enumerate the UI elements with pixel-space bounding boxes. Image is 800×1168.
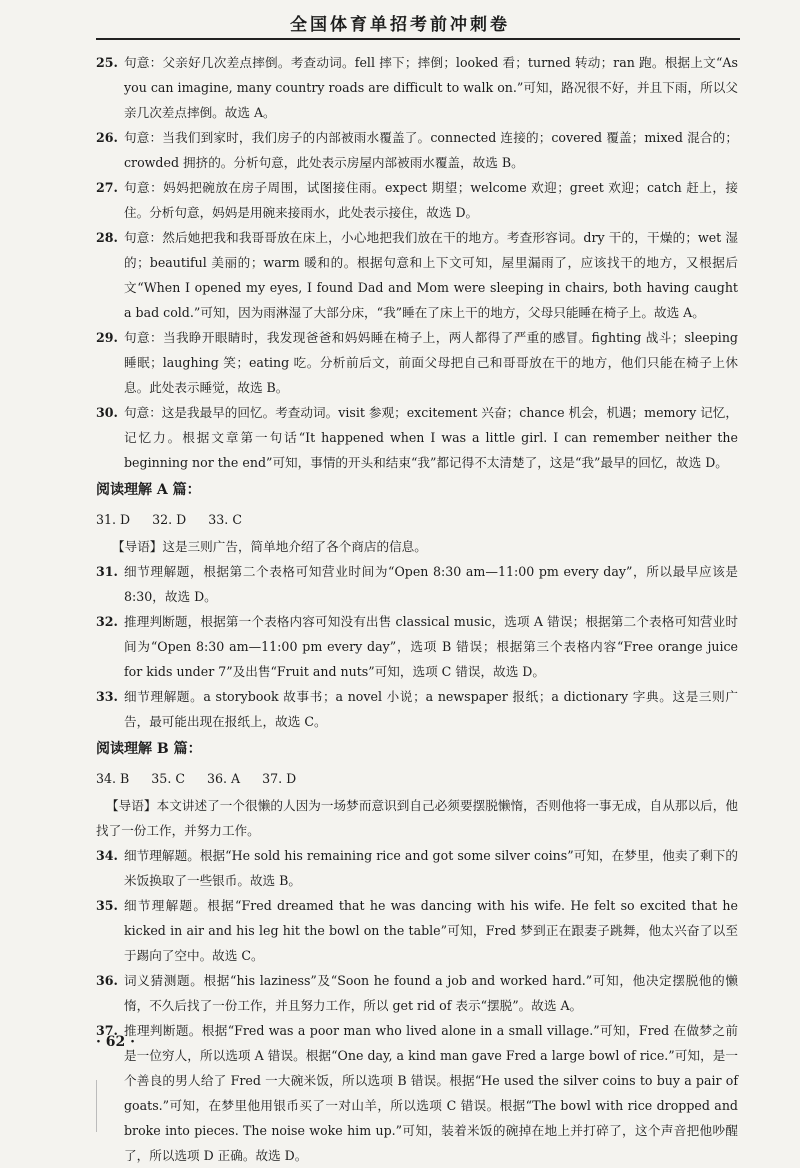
item-text: 细节理解题。a storybook 故事书；a novel 小说；a newspaper 报纸；a dictionary 字典。这是三则广告，最可能出现在报纸上，故选 C。 bbox=[124, 689, 738, 729]
answer-item-30 bbox=[96, 400, 738, 475]
answer-key: 34. B bbox=[96, 771, 130, 786]
answer-item-34 bbox=[96, 843, 738, 893]
answer-item-27 bbox=[96, 175, 738, 225]
item-number: 34. bbox=[96, 848, 118, 863]
item-number: 33. bbox=[96, 689, 118, 704]
item-text: 句意：当我们到家时，我们房子的内部被雨水覆盖了。connected 连接的；covered 覆盖；mixed 混合的；crowded 拥挤的。分析句意，此处表示房屋内部被雨水覆盖，故选 B。 bbox=[124, 130, 738, 170]
answer-item-32 bbox=[96, 609, 738, 684]
item-text: 推理判断题，根据第一个表格内容可知没有出售 classical music，选项 A 错误；根据第二个表格可知营业时间为“Open 8:30 am—11:00 pm every day”，选项 B 错误；根据第三个表格内容“Free orange juice for kids under 7”及出售“Fruit and nuts”可知，选项 C 错误，故选 D。 bbox=[124, 614, 738, 679]
answer-item-26 bbox=[96, 125, 738, 175]
item-number: 37. bbox=[96, 1023, 118, 1038]
item-number: 31. bbox=[96, 564, 118, 579]
item-number: 29. bbox=[96, 330, 118, 345]
section-lead-b: 【导语】本文讲述了一个很懒的人因为一场梦而意识到自己必须要摆脱懒惰，否则他将一事无成，自从那以后，他找了一份工作，并努力工作。 bbox=[96, 798, 738, 838]
page-number: · 62 · bbox=[96, 1034, 135, 1050]
answer-key: 32. D bbox=[152, 512, 187, 527]
answer-item-37 bbox=[96, 1018, 738, 1168]
item-number: 30. bbox=[96, 405, 118, 420]
item-text: 细节理解题，根据第二个表格可知营业时间为“Open 8:30 am—11:00 pm every day”，所以最早应该是 8:30，故选 D。 bbox=[124, 564, 738, 604]
answer-key: 33. C bbox=[208, 512, 242, 527]
answer-item-31 bbox=[96, 559, 738, 609]
answer-item-36 bbox=[96, 968, 738, 1018]
answer-item-33 bbox=[96, 684, 738, 734]
item-number: 25. bbox=[96, 55, 118, 70]
answer-key: 36. A bbox=[206, 771, 241, 786]
answer-item-28 bbox=[96, 225, 738, 325]
answer-content bbox=[96, 50, 738, 1168]
answer-key: 37. D bbox=[262, 771, 297, 786]
item-text: 细节理解题。根据“Fred dreamed that he was dancing with his wife. He felt so excited that he kicked in air and his leg hit the bowl on the table”可知，Fred 梦到正在跟妻子跳舞，他太兴奋了以至于踢向了空中。故选 C。 bbox=[124, 898, 738, 963]
answer-item-29 bbox=[96, 325, 738, 400]
item-number: 32. bbox=[96, 614, 118, 629]
item-text: 句意：当我睁开眼睛时，我发现爸爸和妈妈睡在椅子上，两人都得了严重的感冒。fighting 战斗；sleeping 睡眠；laughing 笑；eating 吃。分析前后文，前面父母把自己和哥哥放在干的地方，他们只能在椅子上休息。此处表示睡觉，故选 B。 bbox=[124, 330, 738, 395]
item-text: 推理判断题。根据“Fred was a poor man who lived alone in a small village.”可知，Fred 在做梦之前是一位穷人，所以选项 A 错误。根据“One day, a kind man gave Fred a large bowl of rice.”可知，是一个善良的男人给了 Fred 一大碗米饭，所以选项 B 错误。根据“He used the silver coins to buy a pair of goats.”可知，在梦里他用银币买了一对山羊，所以选项 C 错误。根据“The bowl with rice dropped and broke into pieces. The noise woke him up.”可知，装着米饭的碗掉在地上并打碎了，这个声音把他吵醒了，所以选项 D 正确。故选 D。 bbox=[124, 1023, 738, 1163]
answer-key-b bbox=[96, 766, 738, 791]
section-title-reading-a: 阅读理解 A 篇： bbox=[96, 482, 201, 498]
item-number: 35. bbox=[96, 898, 118, 913]
item-text: 词义猜测题。根据“his laziness”及“Soon he found a job and worked hard.”可知，他决定摆脱他的懒惰，不久后找了一份工作，并且努力工作，所以 get rid of 表示“摆脱”。故选 A。 bbox=[124, 973, 738, 1013]
item-text: 句意：然后她把我和我哥哥放在床上，小心地把我们放在干的地方。考查形容词。dry 干的，干燥的；wet 湿的；beautiful 美丽的；warm 暖和的。根据句意和上下文可知，屋里漏雨了，应该找干的地方，又根据后文“When I opened my eyes, I found Dad and Mom were sleeping in chairs, both having caught a bad cold.”可知，因为雨淋湿了大部分床，“我”睡在了床上干的地方，父母只能睡在椅子上。故选 A。 bbox=[124, 230, 738, 320]
answer-item-35 bbox=[96, 893, 738, 968]
item-number: 27. bbox=[96, 180, 118, 195]
header-rule bbox=[96, 38, 740, 40]
answer-key: 35. C bbox=[151, 771, 185, 786]
answer-key-a bbox=[96, 507, 738, 532]
item-text: 句意：妈妈把碗放在房子周围，试图接住雨。expect 期望；welcome 欢迎；greet 欢迎；catch 赶上，接住。分析句意，妈妈是用碗来接雨水，此处表示接住，故选 D。 bbox=[124, 180, 738, 220]
section-lead-a: 【导语】这是三则广告，简单地介绍了各个商店的信息。 bbox=[112, 539, 427, 554]
margin-line bbox=[96, 1080, 97, 1132]
item-text: 细节理解题。根据“He sold his remaining rice and got some silver coins”可知，在梦里，他卖了剩下的米饭换取了一些银币。故选 B。 bbox=[124, 848, 738, 888]
item-text: 句意：父亲好几次差点摔倒。考查动词。fell 摔下；摔倒；looked 看；turned 转动；ran 跑。根据上文“As you can imagine, many country roads are difficult to walk on.”可知，路况很不好，并且下雨，所以父亲几次差点摔倒。故选 A。 bbox=[124, 55, 738, 120]
answer-item-25 bbox=[96, 50, 738, 125]
item-number: 26. bbox=[96, 130, 118, 145]
item-number: 28. bbox=[96, 230, 118, 245]
item-number: 36. bbox=[96, 973, 118, 988]
section-title-reading-b: 阅读理解 B 篇： bbox=[96, 741, 202, 757]
item-text: 句意：这是我最早的回忆。考查动词。visit 参观；excitement 兴奋；chance 机会，机遇；memory 记忆，记忆力。根据文章第一句话“It happened when I was a little girl. I can remember neither the beginning nor the end”可知，事情的开头和结束“我”都记得不太清楚了，这是“我”最早的回忆，故选 D。 bbox=[124, 405, 738, 470]
answer-key: 31. D bbox=[96, 512, 131, 527]
page-header: 全国体育单招考前冲刺卷 bbox=[290, 15, 510, 35]
